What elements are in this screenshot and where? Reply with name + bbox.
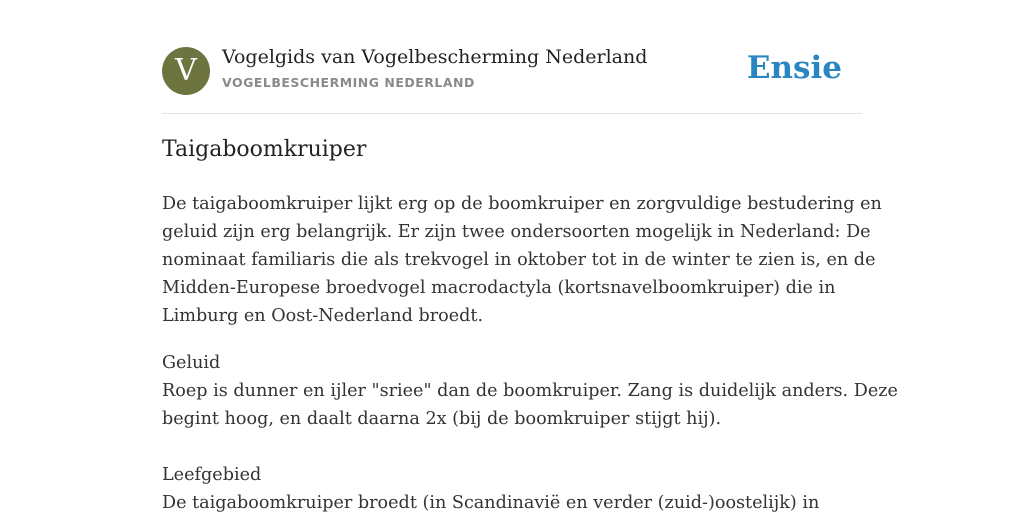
source-header (162, 46, 862, 96)
header-divider (162, 113, 862, 114)
intro-line: Midden-Europese broedvogel macrodactyla (kortsnavelboomkruiper) die in (162, 278, 836, 298)
article-body (162, 190, 898, 512)
habitat-heading: Leefgebied (162, 465, 262, 485)
source-title-link[interactable]: Vogelgids van Vogelbescherming Nederland (222, 46, 648, 68)
intro-line: nominaat familiaris die als trekvogel in oktober tot in de winter te zien is, en de (162, 250, 876, 270)
sound-heading: Geluid (162, 353, 221, 373)
intro-line: geluid zijn erg belangrijk. Er zijn twee ondersoorten mogelijk in Nederland: De (162, 222, 871, 242)
source-avatar[interactable]: V (162, 47, 210, 95)
paragraph-gap (162, 330, 872, 349)
intro-line: Limburg en Oost-Nederland broedt. (162, 306, 484, 326)
blank-line (162, 433, 872, 461)
article-title: Taigaboomkruiper (162, 137, 367, 162)
source-publisher[interactable]: VOGELBESCHERMING NEDERLAND (222, 75, 475, 90)
sound-line: begint hoog, en daalt daarna 2x (bij de boomkruiper stijgt hij). (162, 409, 722, 429)
ensie-logo-link[interactable]: Ensie (746, 50, 842, 86)
sound-line: Roep is dunner en ijler "sriee" dan de boomkruiper. Zang is duidelijk anders. Deze (162, 381, 898, 401)
habitat-line: De taigaboomkruiper broedt (in Scandinavië en verder (zuid-)oostelijk) in (162, 493, 820, 512)
intro-line: De taigaboomkruiper lijkt erg op de boomkruiper en zorgvuldige bestudering en (162, 194, 882, 214)
